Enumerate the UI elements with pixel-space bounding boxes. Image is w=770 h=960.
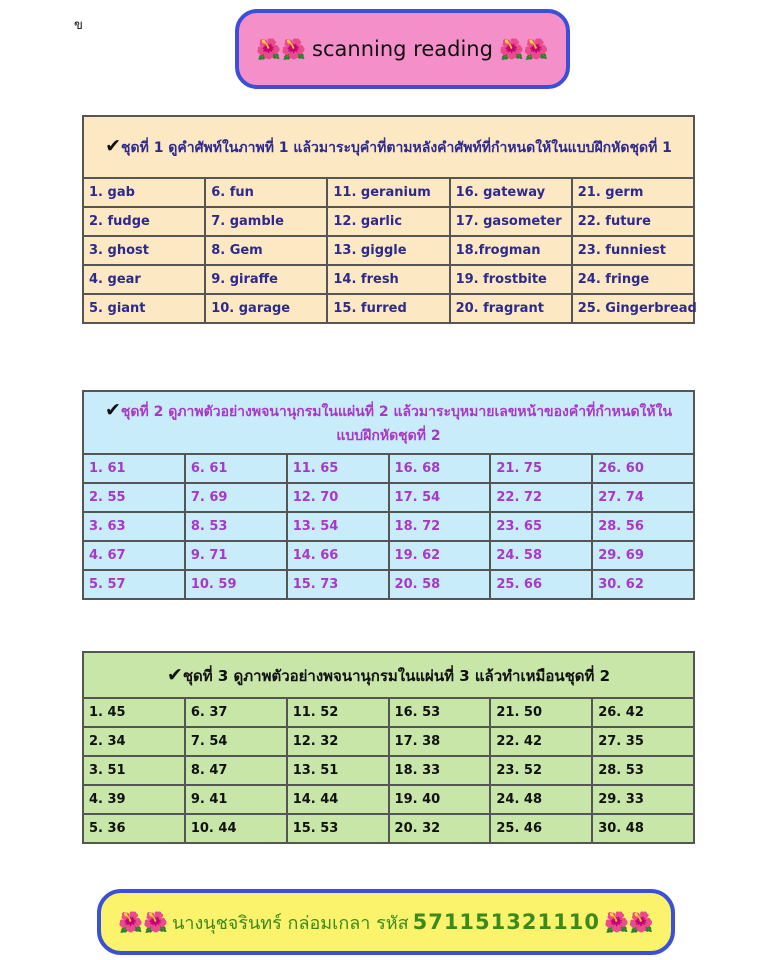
table-row — [83, 454, 694, 483]
set-1-body — [83, 178, 697, 323]
table-row — [83, 698, 694, 727]
set-2-table — [82, 390, 695, 600]
student-id: 571151321110 — [412, 910, 600, 934]
table-cell: 25. 66 — [490, 570, 592, 599]
table-cell: 3. ghost — [83, 236, 205, 265]
table-cell: 26. 60 — [592, 454, 694, 483]
table-cell: 17. 38 — [389, 727, 491, 756]
table-cell: 15. 73 — [287, 570, 389, 599]
table-cell: 7. 69 — [185, 483, 287, 512]
table-cell: 26. 42 — [592, 698, 694, 727]
hibiscus-icon: 🌺🌺 — [603, 910, 654, 934]
table-cell: 16. 68 — [389, 454, 491, 483]
author-name: นางนุชจรินทร์ กล่อมเกลา รหัส — [172, 912, 409, 934]
table-cell: 25. Gingerbread — [572, 294, 694, 323]
table-cell: 23. 65 — [490, 512, 592, 541]
table-cell: 20. 32 — [389, 814, 491, 843]
table-cell: 6. fun — [205, 178, 327, 207]
table-cell: 24. 58 — [490, 541, 592, 570]
table-row — [83, 541, 694, 570]
table-cell: 12. 70 — [287, 483, 389, 512]
table-cell: 1. gab — [83, 178, 205, 207]
table-cell: 21. 75 — [490, 454, 592, 483]
table-cell: 13. 51 — [287, 756, 389, 785]
title-banner — [235, 9, 570, 89]
table-row — [83, 814, 694, 843]
table-cell: 9. giraffe — [205, 265, 327, 294]
table-cell: 12. 32 — [287, 727, 389, 756]
table-cell: 14. fresh — [327, 265, 449, 294]
table-cell: 19. frostbite — [450, 265, 572, 294]
set-1-table — [82, 115, 695, 324]
table-cell: 8. Gem — [205, 236, 327, 265]
hibiscus-icon: 🌺🌺 — [498, 37, 549, 61]
set-2-heading-text: ชุดที่ 2 ดูภาพตัวอย่างพจนานุกรมในแผ่นที่ 2 แล้วมาระบุหมายเลขหน้าของคำที่กำหนดให้ในแบบฝึกหัดชุดที่ 2 — [120, 403, 673, 444]
corner-mark: ข — [74, 18, 83, 33]
table-cell: 18. 33 — [389, 756, 491, 785]
hibiscus-icon: 🌺🌺 — [118, 910, 169, 934]
table-cell: 1. 61 — [83, 454, 185, 483]
hibiscus-icon: 🌺🌺 — [256, 37, 307, 61]
set-2-heading — [83, 391, 694, 454]
set-1-heading-text: ชุดที่ 1 ดูคำศัพท์ในภาพที่ 1 แล้วมาระบุคำที่ตามหลังคำศัพท์ที่กำหนดให้ในแบบฝึกหัดชุดที่ 1 — [121, 140, 672, 156]
page-title: scanning reading — [312, 37, 493, 61]
footer-banner — [97, 889, 675, 955]
set-3-heading-text: ชุดที่ 3 ดูภาพตัวอย่างพจนานุกรมในแผ่นที่ 3 แล้วทำเหมือนชุดที่ 2 — [182, 666, 611, 685]
table-cell: 4. 67 — [83, 541, 185, 570]
table-row — [83, 236, 694, 265]
set-1-heading — [83, 116, 694, 178]
table-cell: 14. 66 — [287, 541, 389, 570]
table-row — [83, 207, 694, 236]
set-3-body — [83, 698, 694, 843]
table-cell: 16. 53 — [389, 698, 491, 727]
table-cell: 18.frogman — [450, 236, 572, 265]
table-row — [83, 483, 694, 512]
table-row — [83, 512, 694, 541]
table-cell: 18. 72 — [389, 512, 491, 541]
table-row — [83, 785, 694, 814]
table-cell: 22. future — [572, 207, 694, 236]
checkmark-icon: ✔ — [104, 398, 121, 421]
table-cell: 21. 50 — [490, 698, 592, 727]
table-cell: 9. 41 — [185, 785, 287, 814]
table-cell: 23. 52 — [490, 756, 592, 785]
table-cell: 11. geranium — [327, 178, 449, 207]
table-cell: 6. 61 — [185, 454, 287, 483]
table-cell: 22. 42 — [490, 727, 592, 756]
table-cell: 10. 59 — [185, 570, 287, 599]
table-cell: 29. 33 — [592, 785, 694, 814]
table-cell: 15. furred — [327, 294, 449, 323]
table-cell: 28. 53 — [592, 756, 694, 785]
table-cell: 2. fudge — [83, 207, 205, 236]
table-cell: 2. 34 — [83, 727, 185, 756]
table-cell: 11. 65 — [287, 454, 389, 483]
checkmark-icon: ✔ — [166, 663, 183, 686]
table-row — [83, 570, 694, 599]
table-cell: 13. 54 — [287, 512, 389, 541]
table-row — [83, 178, 694, 207]
table-cell: 6. 37 — [185, 698, 287, 727]
set-3-heading — [83, 652, 694, 698]
table-cell: 24. 48 — [490, 785, 592, 814]
table-row — [83, 265, 694, 294]
table-cell: 19. 62 — [389, 541, 491, 570]
table-cell: 7. gamble — [205, 207, 327, 236]
table-cell: 30. 62 — [592, 570, 694, 599]
set-2-body — [83, 454, 694, 599]
table-cell: 14. 44 — [287, 785, 389, 814]
table-cell: 7. 54 — [185, 727, 287, 756]
table-cell: 10. garage — [205, 294, 327, 323]
table-cell: 15. 53 — [287, 814, 389, 843]
table-cell: 8. 47 — [185, 756, 287, 785]
table-cell: 13. giggle — [327, 236, 449, 265]
table-cell: 3. 51 — [83, 756, 185, 785]
table-cell: 4. 39 — [83, 785, 185, 814]
table-cell: 21. germ — [572, 178, 694, 207]
table-cell: 3. 63 — [83, 512, 185, 541]
table-cell: 9. 71 — [185, 541, 287, 570]
table-cell: 10. 44 — [185, 814, 287, 843]
table-cell: 27. 35 — [592, 727, 694, 756]
checkmark-icon: ✔ — [105, 135, 121, 157]
table-cell: 2. 55 — [83, 483, 185, 512]
set-3-table — [82, 651, 695, 844]
table-cell: 4. gear — [83, 265, 205, 294]
table-cell: 17. 54 — [389, 483, 491, 512]
table-cell: 20. 58 — [389, 570, 491, 599]
table-cell: 5. 36 — [83, 814, 185, 843]
table-cell: 20. fragrant — [450, 294, 572, 323]
table-cell: 1. 45 — [83, 698, 185, 727]
table-cell: 5. 57 — [83, 570, 185, 599]
table-row — [83, 727, 694, 756]
table-cell: 17. gasometer — [450, 207, 572, 236]
table-row — [83, 756, 694, 785]
table-cell: 5. giant — [83, 294, 205, 323]
table-cell: 23. funniest — [572, 236, 694, 265]
table-cell: 24. fringe — [572, 265, 694, 294]
table-cell: 25. 46 — [490, 814, 592, 843]
table-cell: 11. 52 — [287, 698, 389, 727]
table-cell: 12. garlic — [327, 207, 449, 236]
table-cell: 16. gateway — [450, 178, 572, 207]
table-cell: 8. 53 — [185, 512, 287, 541]
table-cell: 27. 74 — [592, 483, 694, 512]
table-cell: 19. 40 — [389, 785, 491, 814]
table-cell: 30. 48 — [592, 814, 694, 843]
table-row — [83, 294, 694, 323]
table-cell: 22. 72 — [490, 483, 592, 512]
table-cell: 29. 69 — [592, 541, 694, 570]
table-cell: 28. 56 — [592, 512, 694, 541]
